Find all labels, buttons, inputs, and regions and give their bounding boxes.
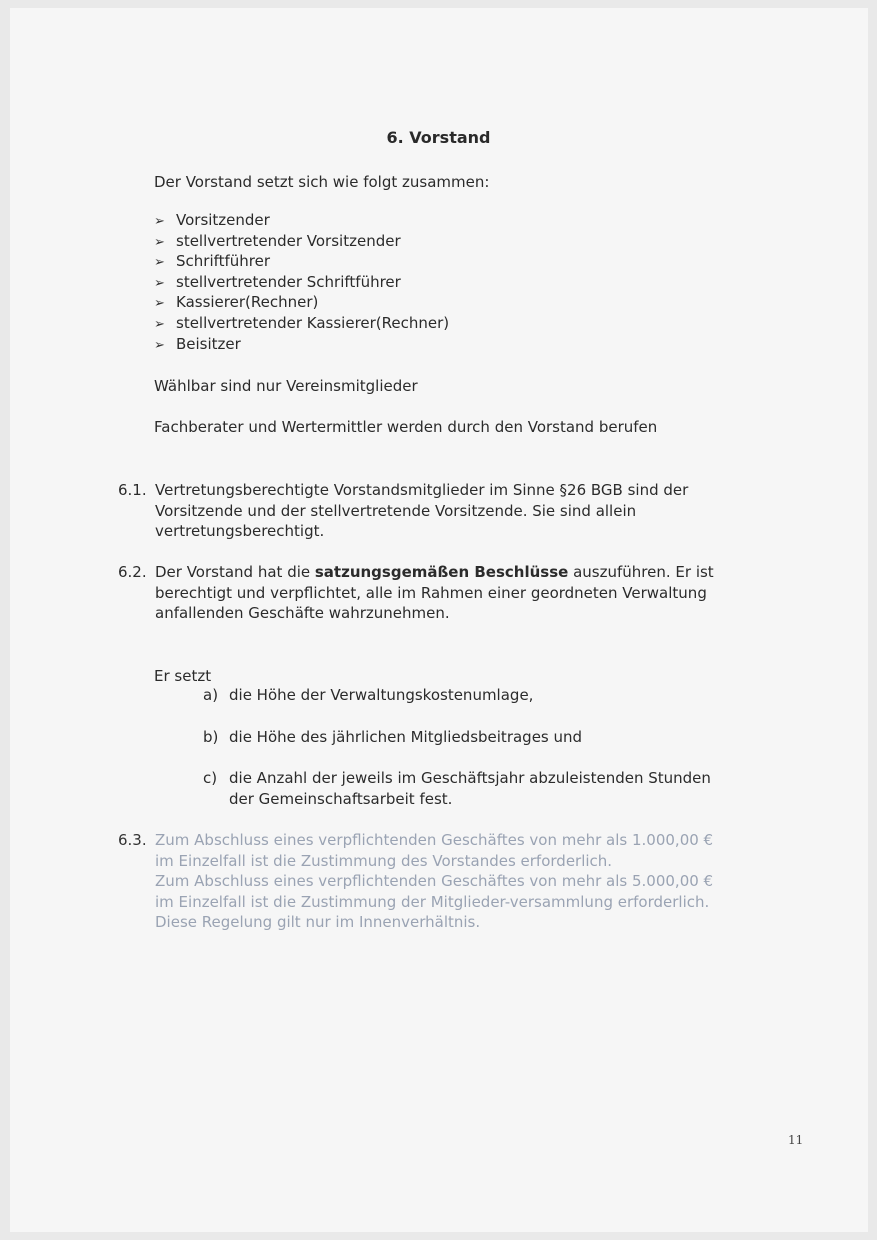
arrow-bullet-icon: ➢ (154, 296, 165, 312)
list-item: ➢ stellvertretender Schriftführer (154, 272, 449, 293)
threshold-5000-text: Zum Abschluss eines verpflichtenden Geschäftes von mehr als 5.000,00 € im Einzelfall ist die Zustimmung der Mitglieder-versammlung erforderlich. (155, 872, 714, 911)
threshold-1000-text: Zum Abschluss eines verpflichtenden Geschäftes von mehr als 1.000,00 € im Einzelfall ist die Zustimmung des Vorstandes erforderlich. (155, 831, 714, 870)
intro-text: Der Vorstand setzt sich wie folgt zusammen: (154, 173, 490, 191)
advisors-note: Fachberater und Wertermittler werden durch den Vorstand berufen (154, 418, 658, 436)
internal-rule-text: Diese Regelung gilt nur im Innenverhältnis. (155, 913, 481, 931)
arrow-bullet-icon: ➢ (154, 255, 165, 271)
section-6-2 (118, 562, 714, 622)
sub-item-text: die Höhe der Verwaltungskostenumlage, (229, 686, 534, 704)
sub-item-label: a) (203, 686, 219, 704)
sub-item-text: die Anzahl der jeweils im Geschäftsjahr abzuleistenden Stunden der Gemeinschaftsarbeit fest. (229, 769, 711, 808)
sub-item-label: c) (203, 769, 218, 787)
arrow-bullet-icon: ➢ (154, 214, 165, 229)
section-number: 6.1. (118, 481, 147, 499)
er-setzt-label: Er setzt (154, 667, 212, 685)
sub-item-b (203, 727, 583, 748)
section-number: 6.2. (118, 563, 147, 581)
sub-item-label: b) (203, 728, 219, 746)
list-item: ➢ Schriftführer (154, 251, 449, 272)
section-text: Vertretungsberechtigte Vorstandsmitglieder im Sinne §26 BGB sind der Vorsitzende und der stellvertretende Vorsitzende. Sie sind allein vertretungsberechtigt. (155, 481, 689, 540)
electable-note: Wählbar sind nur Vereinsmitglieder (154, 377, 418, 395)
section-6-1 (118, 480, 689, 540)
arrow-bullet-icon: ➢ (154, 234, 165, 250)
section-number: 6.3. (118, 831, 147, 849)
section-heading: 6. Vorstand (386, 128, 491, 147)
arrow-bullet-icon: ➢ (154, 337, 165, 353)
list-item: ➢ Beisitzer (154, 334, 449, 355)
page-number: 11 (788, 1133, 804, 1147)
section-text (155, 830, 715, 933)
member-list (154, 210, 449, 354)
sub-item-a (203, 685, 534, 706)
list-item: ➢ Vorsitzender (154, 210, 449, 231)
sub-item-c (203, 768, 711, 808)
section-6-3 (118, 830, 714, 931)
list-item: ➢ stellvertretender Kassierer(Rechner) (154, 313, 449, 334)
arrow-bullet-icon: ➢ (154, 275, 165, 291)
arrow-bullet-icon: ➢ (154, 316, 165, 332)
sub-item-text: die Höhe des jährlichen Mitgliedsbeitrages und (229, 728, 583, 746)
bold-phrase: satzungsgemäßen Beschlüsse (314, 563, 569, 581)
list-item: ➢ stellvertretender Vorsitzender (154, 231, 449, 252)
list-item: ➢ Kassierer(Rechner) (154, 292, 449, 313)
section-text: Der Vorstand hat die satzungsgemäßen Beschlüsse auszuführen. Er ist berechtigt und verpflichtet, alle im Rahmen einer geordneten Verwaltung anfallenden Geschäfte wahrzunehmen. (155, 563, 714, 622)
